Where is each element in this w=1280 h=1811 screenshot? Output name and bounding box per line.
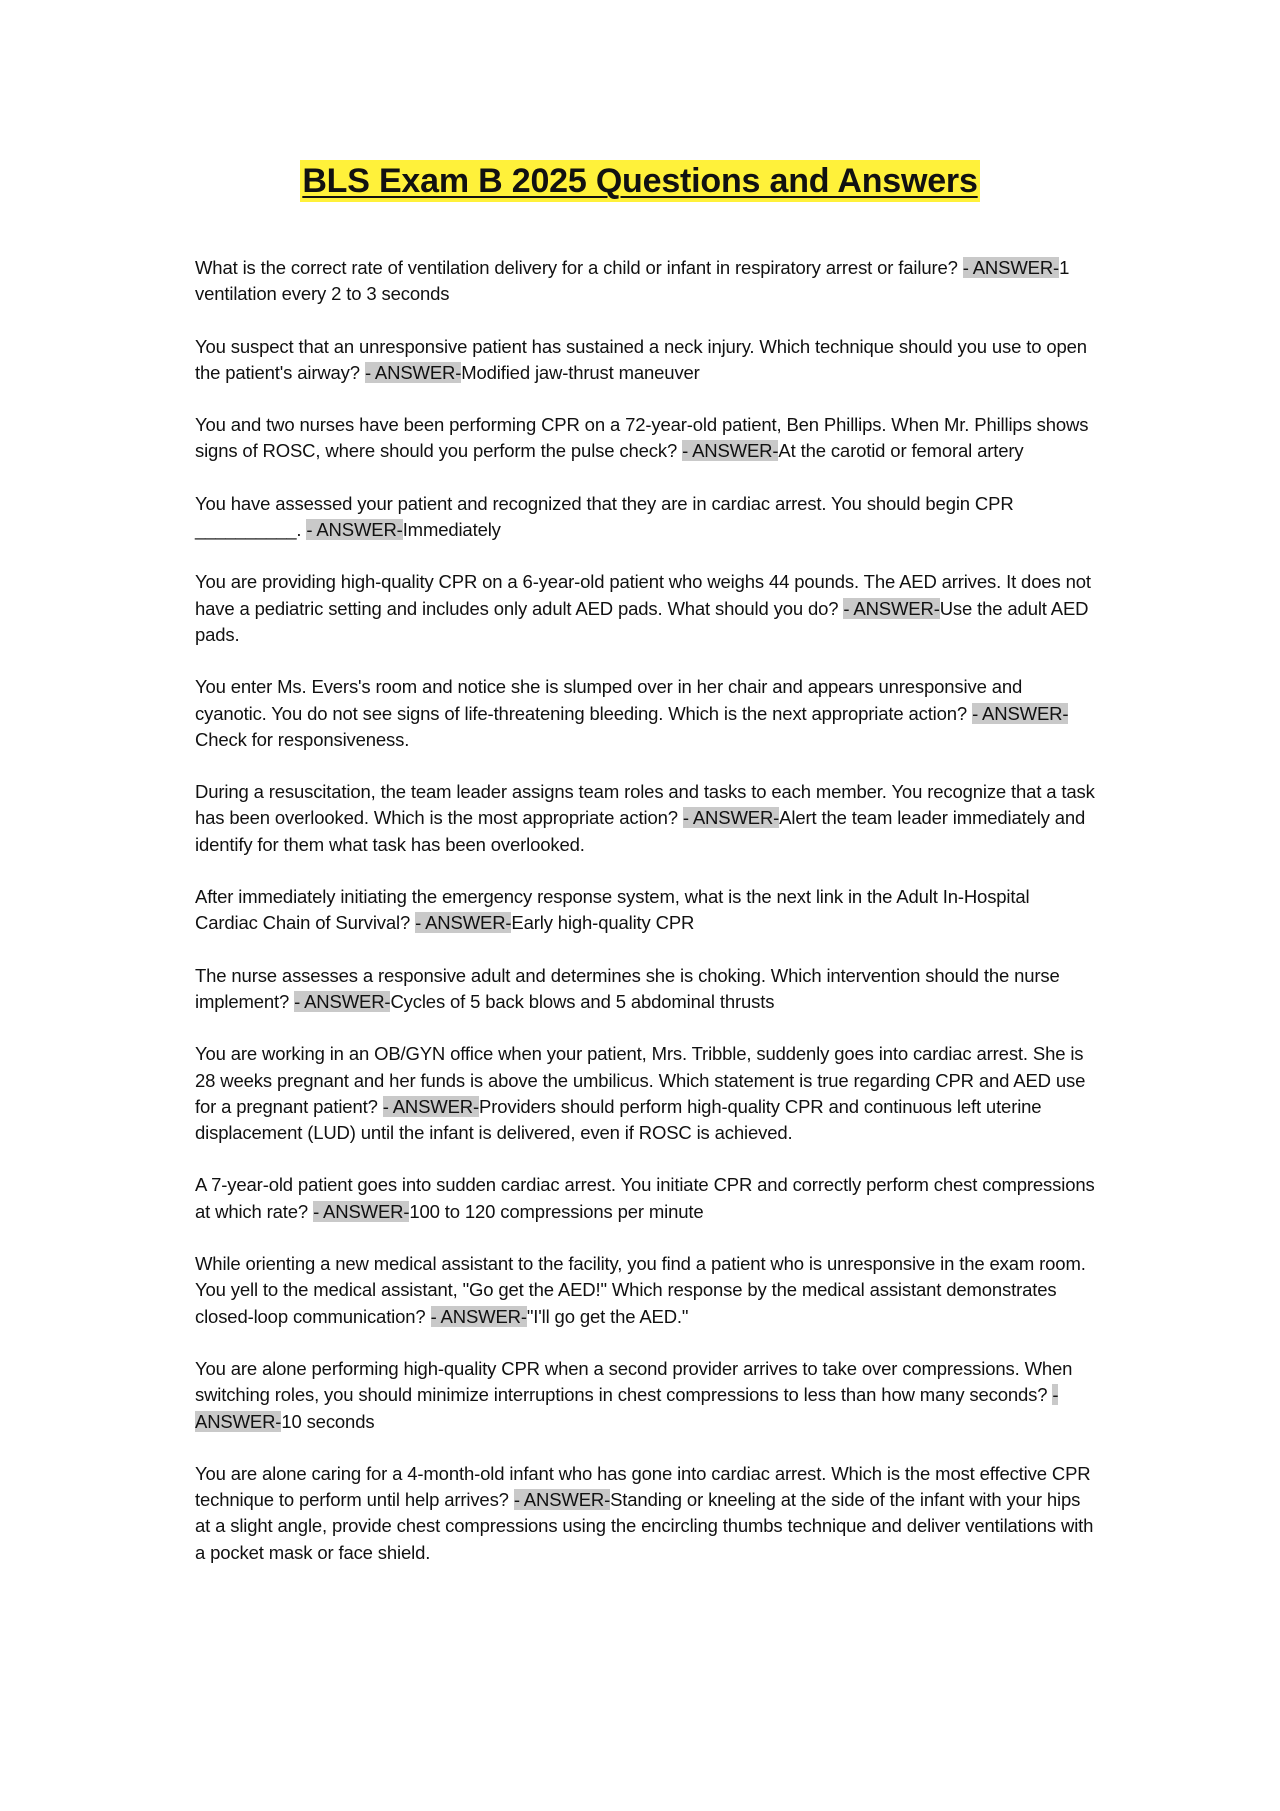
answer-text: 100 to 120 compressions per minute bbox=[409, 1200, 704, 1222]
qa-list bbox=[195, 255, 1095, 1592]
answer-marker: - ANSWER- bbox=[430, 1305, 527, 1327]
answer-marker: - ANSWER- bbox=[306, 519, 403, 541]
qa-item bbox=[195, 963, 1095, 1016]
question-text: The nurse assesses a responsive adult and determines she is choking. Which intervention should the nurse implement? bbox=[195, 964, 1060, 1012]
answer-marker: - ANSWER- bbox=[415, 912, 512, 934]
page-title: BLS Exam B 2025 Questions and Answers bbox=[302, 162, 978, 200]
answer-text: Immediately bbox=[402, 519, 501, 541]
question-text: You are providing high-quality CPR on a 6-year-old patient who weighs 44 pounds. The AED arrives. It does not have a pediatric setting and includes only adult AED pads. What should you do? bbox=[195, 571, 1091, 619]
qa-item bbox=[195, 1356, 1095, 1435]
qa-item bbox=[195, 674, 1095, 753]
qa-item bbox=[195, 491, 1095, 544]
answer-text: "I'll go get the AED." bbox=[526, 1305, 689, 1327]
answer-marker: - ANSWER- bbox=[382, 1095, 480, 1117]
answer-text: Modified jaw-thrust maneuver bbox=[461, 361, 700, 383]
answer-marker: - ANSWER- bbox=[313, 1200, 410, 1222]
qa-item bbox=[195, 1041, 1095, 1146]
answer-text: Cycles of 5 back blows and 5 abdominal thrusts bbox=[390, 990, 775, 1012]
title-wrapper bbox=[0, 160, 1280, 202]
answer-text: Early high-quality CPR bbox=[511, 912, 695, 934]
answer-text: Use the adult AED pads. bbox=[195, 597, 1089, 645]
question-text: You suspect that an unresponsive patient has sustained a neck injury. Which technique should you use to open the patient's airway? bbox=[195, 335, 1087, 383]
question-text: You have assessed your patient and recognized that they are in cardiac arrest. You should begin CPR __________. bbox=[195, 492, 1014, 541]
question-text: What is the correct rate of ventilation delivery for a child or infant in respiratory arrest or failure? bbox=[195, 257, 958, 278]
answer-marker: - ANSWER- bbox=[682, 807, 780, 829]
qa-item bbox=[195, 884, 1095, 937]
question-text: You are alone caring for a 4-month-old infant who has gone into cardiac arrest. Which is the most effective CPR technique to perform until help arrives? bbox=[195, 1462, 1091, 1511]
qa-item bbox=[195, 334, 1095, 387]
question-text: You and two nurses have been performing CPR on a 72-year-old patient, Ben Phillips. When Mr. Phillips shows signs of ROSC, where should you perform the pulse check? bbox=[195, 414, 1089, 462]
qa-item bbox=[195, 569, 1095, 648]
answer-text: Providers should perform high-quality CPR and continuous left uterine displacement (LUD) until the infant is delivered, even if ROSC is achieved. bbox=[195, 1095, 1042, 1144]
answer-marker: - ANSWER- bbox=[195, 1384, 1059, 1432]
answer-marker: - ANSWER- bbox=[962, 257, 1060, 278]
question-text: You are working in an OB/GYN office when your patient, Mrs. Tribble, suddenly goes into cardiac arrest. She is 28 weeks pregnant and her funds is above the umbilicus. Which statement is true regarding CPR and AED use for a pregnant patient? bbox=[195, 1043, 1086, 1117]
answer-marker: - ANSWER- bbox=[513, 1489, 611, 1511]
qa-item bbox=[195, 412, 1095, 465]
answer-marker: - ANSWER- bbox=[364, 361, 462, 383]
question-text: After immediately initiating the emergency response system, what is the next link in the Adult In-Hospital Cardiac Chain of Survival? bbox=[195, 886, 1030, 934]
answer-marker: - ANSWER- bbox=[294, 990, 391, 1012]
qa-item bbox=[195, 1172, 1095, 1225]
question-text: A 7-year-old patient goes into sudden cardiac arrest. You initiate CPR and correctly perform chest compressions at which rate? bbox=[195, 1174, 1095, 1222]
answer-marker: - ANSWER- bbox=[682, 440, 779, 462]
answer-marker: - ANSWER- bbox=[843, 597, 940, 619]
answer-text: Check for responsiveness. bbox=[195, 728, 410, 750]
qa-item bbox=[195, 255, 1095, 308]
answer-text: Alert the team leader immediately and identify for them what task has been overlooked. bbox=[195, 807, 1086, 855]
answer-marker: - ANSWER- bbox=[972, 702, 1069, 724]
answer-text: 1 ventilation every 2 to 3 seconds bbox=[195, 257, 1070, 305]
answer-text: 10 seconds bbox=[281, 1410, 375, 1432]
qa-item bbox=[195, 1461, 1095, 1566]
question-text: You are alone performing high-quality CPR when a second provider arrives to take over compressions. When switching roles, you should minimize interruptions in chest compressions to less than how many seconds? bbox=[195, 1357, 1073, 1406]
question-text: During a resuscitation, the team leader assigns team roles and tasks to each member. You recognize that a task has been overlooked. Which is the most appropriate action? bbox=[195, 781, 1095, 829]
qa-item bbox=[195, 1251, 1095, 1330]
question-text: You enter Ms. Evers's room and notice she is slumped over in her chair and appears unresponsive and cyanotic. You do not see signs of life-threatening bleeding. Which is the next appropriate action? bbox=[195, 676, 1023, 724]
answer-text: At the carotid or femoral artery bbox=[778, 440, 1024, 462]
question-text: While orienting a new medical assistant to the facility, you find a patient who is unresponsive in the exam room. You yell to the medical assistant, "Go get the AED!" Which response by the medical assistant demonstrates closed-loop communication? bbox=[195, 1253, 1086, 1327]
qa-item bbox=[195, 779, 1095, 858]
answer-text: Standing or kneeling at the side of the infant with your hips at a slight angle, provide chest compressions using the encircling thumbs technique and deliver ventilations with a pocket mask or face shield. bbox=[195, 1489, 1094, 1563]
